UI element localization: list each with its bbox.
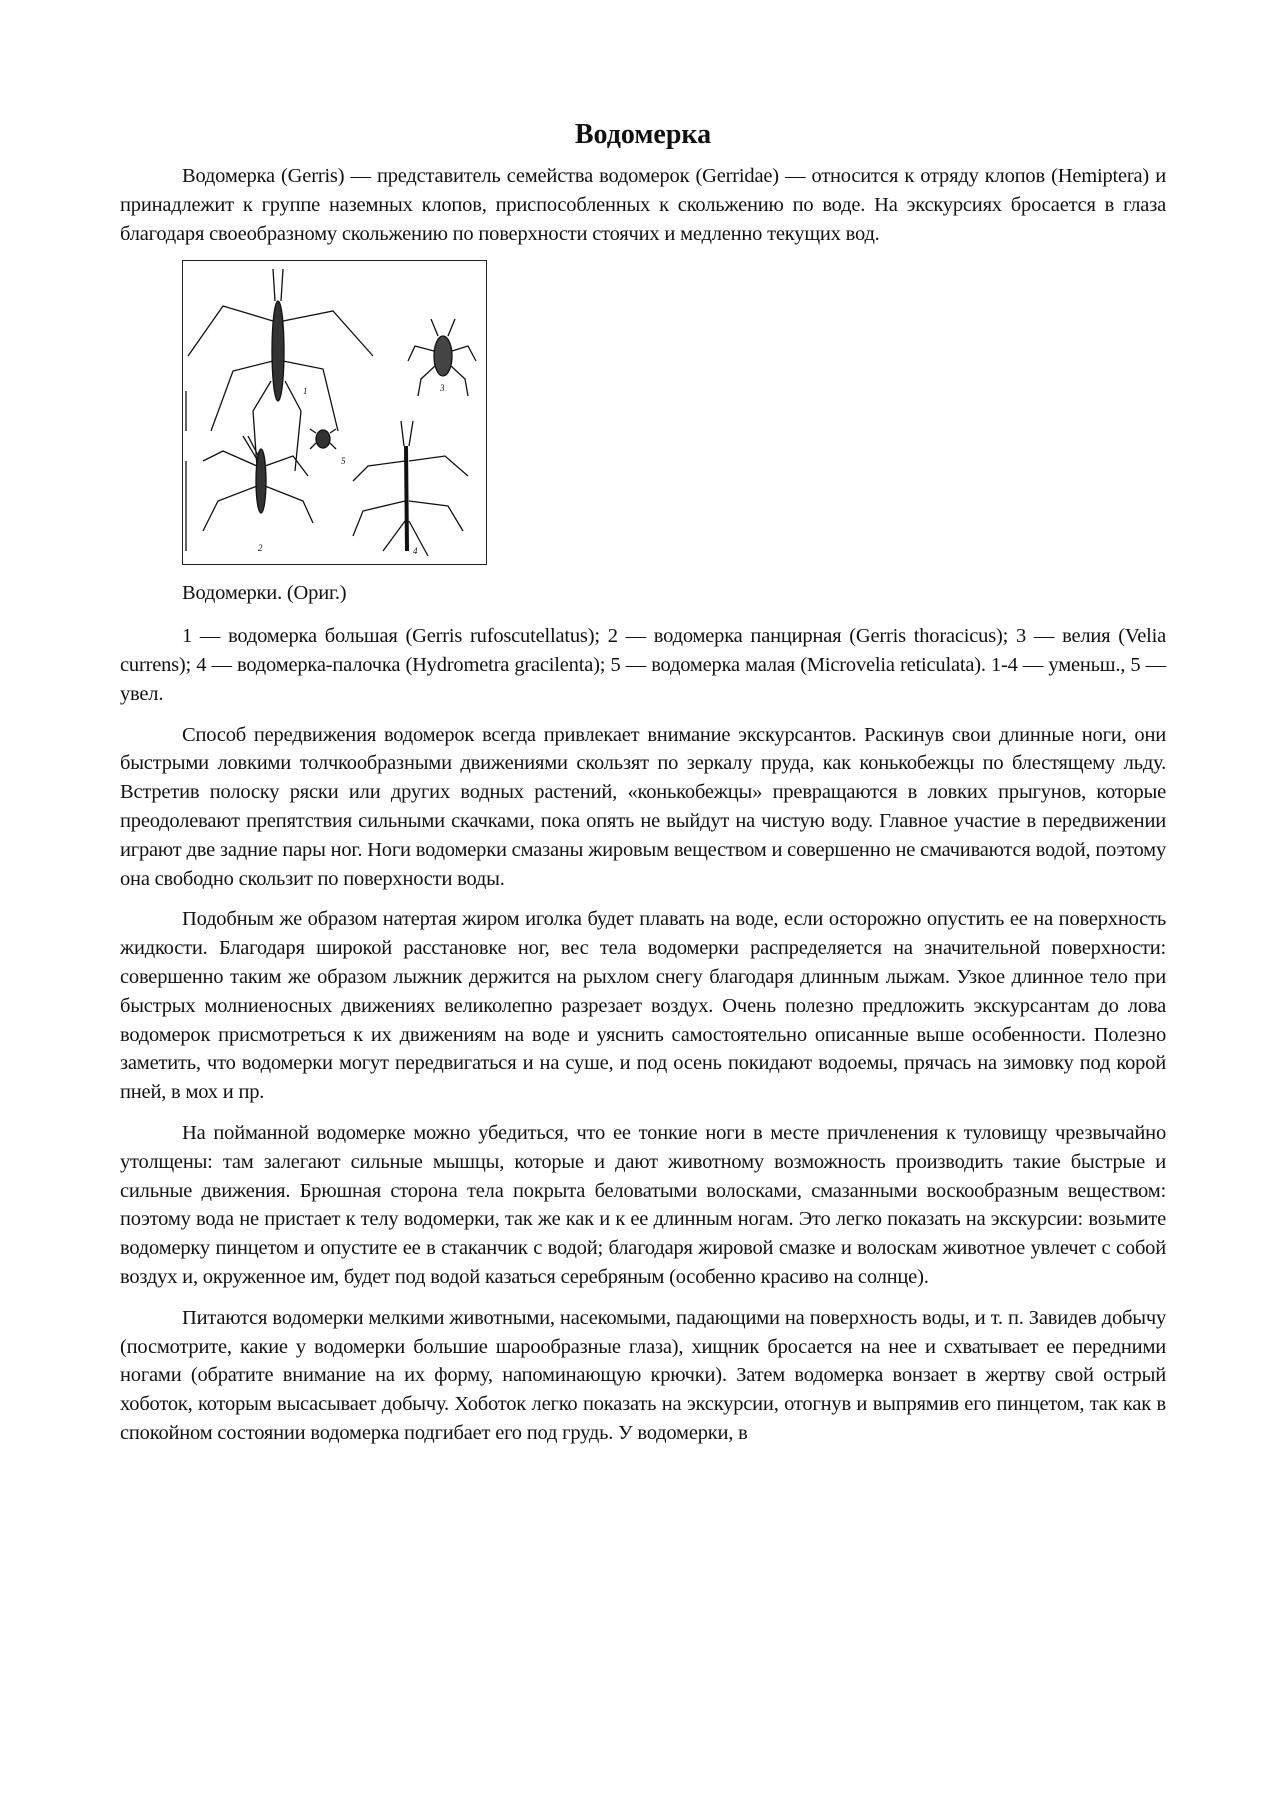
figure-water-striders (182, 260, 487, 565)
paragraph-analogy: Подобным же образом натертая жиром иголка будет плавать на воде, если осторожно опустить ее на поверхность жидкости. Благодаря широкой расстановке ног, вес тела водомерки распределяется на значительной поверхности: совершенно таким же образом лыжник держится на рыхлом снегу благодаря длинным лыжам. Узкое длинное тело при быстрых молниеносных движениях великолепно разрезает воздух. Очень полезно предложить экскурсантам до лова водомерок присмотреться к их движениям на воде и уяснить самостоятельно описанные выше особенности. Полезно заметить, что водомерки могут передвигаться и на суше, и под осень покидают водоемы, прячась на зимовку под корой пней, в мох и пр. (120, 908, 1166, 1104)
figure-label-2: 2 (258, 543, 263, 554)
figure-caption: Водомерки. (Ориг.) (182, 582, 347, 605)
paragraph-anatomy: На пойманной водомерке можно убедиться, что ее тонкие ноги в месте причленения к туловищу чрезвычайно утолщены: там залегают сильные мышцы, которые и дают животному возможность производить такие быстрые и сильные движения. Брюшная сторона тела покрыта беловатыми волосками, смазанными воскообразным веществом: поэтому вода не пристает к телу водомерки, так же как и к ее длинным ногам. Это легко показать на экскурсии: возьмите водомерку пинцетом и опустите ее в стаканчик с водой; благодаря жировой смазке и волоскам животное увлечет с собой воздух и, окруженное им, будет под водой казаться серебряным (особенно красиво на солнце). (120, 1121, 1166, 1288)
paragraph-feeding: Питаются водомерки мелкими животными, насекомыми, падающими на поверхность воды, и т. п. Завидев добычу (посмотрите, какие у водомерки большие шарообразные глаза), хищник бросается на нее и схватывает ее передними ногами (обратите внимание на их форму, напоминающую крючки). Затем водомерка вонзает в жертву свой острый хоботок, которым высасывает добычу. Хоботок легко показать на экскурсии, отогнув и выпрямив его пинцетом, так как в спокойном состоянии водомерка подгибает его под грудь. У водомерки, в (120, 1306, 1166, 1444)
document-page (120, 118, 1166, 1460)
figure-label-3: 3 (440, 383, 445, 394)
figure-label-5: 5 (341, 456, 346, 467)
insects-drawing (183, 261, 486, 564)
paragraph-legend: 1 — водомерка большая (Gerris rufoscutellatus); 2 — водомерка панцирная (Gerris thoracicus); 3 — велия (Velia currens); 4 — водомерка-палочка (Hydrometra gracilenta); 5 — водомерка малая (Microvelia reticulata). 1-4 — уменьш., 5 — увел. (120, 625, 1166, 705)
figure-label-4: 4 (413, 546, 418, 557)
figure-label-1: 1 (303, 386, 308, 397)
paragraph-movement: Способ передвижения водомерок всегда привлекает внимание экскурсантов. Раскинув свои длинные ноги, они быстрыми ловкими толчкообразными движениями скользят по зеркалу пруда, как конькобежцы по блестящему льду. Встретив полоску ряски или других водных растений, «конькобежцы» превращаются в ловких прыгунов, которые преодолевают препятствия сильными скачками, пока опять не выйдут на чистую воду. Главное участие в передвижении играют две задние пары ног. Ноги водомерки смазаны жировым веществом и совершенно не смачиваются водой, поэтому она свободно скользит по поверхности воды. (120, 723, 1166, 890)
page-title: Водомерка (574, 119, 712, 150)
paragraph-intro: Водомерка (Gerris) — представитель семейства водомерок (Gerridae) — относится к отряду клопов (Hemiptera) и принадлежит к группе наземных клопов, приспособленных к скольжению по воде. На экскурсиях бросается в глаза благодаря своеобразному скольжению по поверхности стоячих и медленно текущих вод. (120, 165, 1166, 245)
